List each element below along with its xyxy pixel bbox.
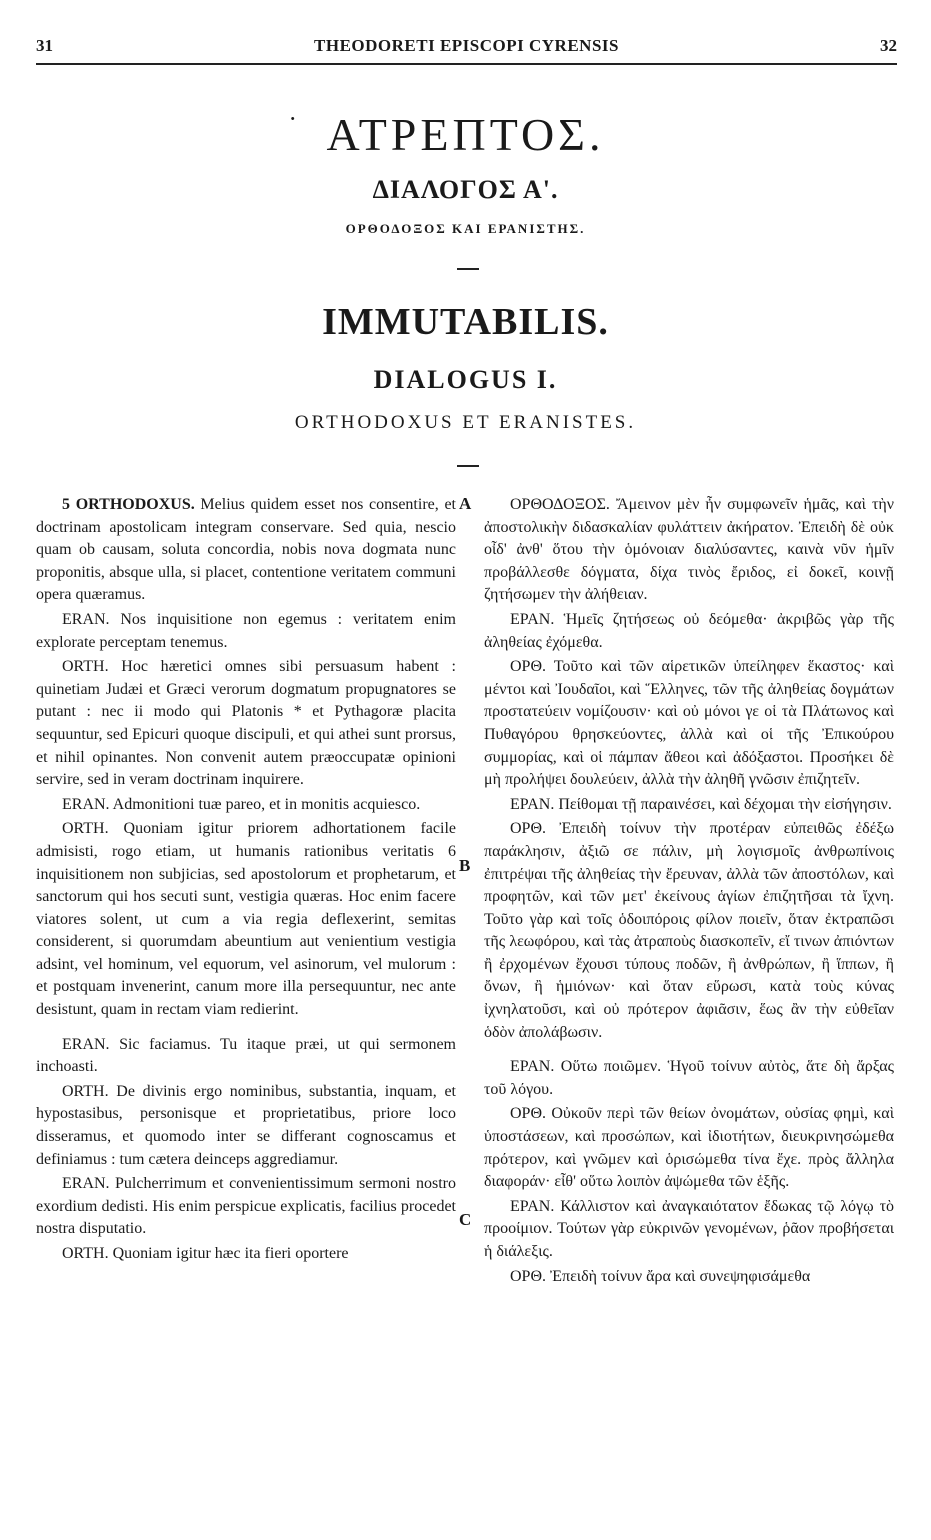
speaker-label: ORTH. <box>62 658 109 676</box>
page-number-right: 32 <box>880 36 897 55</box>
speaker-label: ΟΡΘ. <box>510 1105 547 1123</box>
latin-persons-heading: ORTHODOXUS ET ERANISTES. <box>294 412 637 433</box>
paragraph-text: Quoniam igitur priorem adhortationem facile admisisti, rogo etiam, ut humanis rationibus veritatis 6 inquisitionem non subjicias, sed apostolorum et prophetarum, et sanctorum qui hos secuti sunt, vestigia quæras. Hoc enim facere viatores solent, ut cum a via regia deflexerint, semitas considerent, si quorumdam abeuntium aut venientium vestigia adsint, vel hominum, vel equorum, vel asinorum, vel mulorum : et postquam invenerint, canum more illa persequuntur, nec ante desistunt, quam in rectam viam redierint. <box>36 820 456 1019</box>
greek-paragraph <box>484 494 894 607</box>
latin-column <box>36 494 456 1268</box>
speaker-label: ORTH. <box>62 1245 109 1262</box>
speaker-label: ΕΡΑΝ. <box>510 1197 555 1215</box>
speaker-label: ORTH. <box>62 1082 109 1100</box>
greek-persons-heading: ΟΡΘΟΔΟΞΟΣ ΚΑΙ ΕΡΑΝΙΣΤΗΣ. <box>345 221 586 236</box>
speaker-label: ΟΡΘ. <box>510 658 547 676</box>
running-title: THEODORETI EPISCOPI CYRENSIS <box>314 36 619 55</box>
paragraph-text: Admonitioni tuæ pareo, et in monitis acquiesco. <box>109 795 421 813</box>
paragraph-text: Nos inquisitione non egemus : veritatem enim explorate perceptam tenemus. <box>36 610 456 651</box>
paragraph-text: Sic faciamus. Tu itaque præi, ut qui sermonem inchoasti. <box>36 1035 456 1076</box>
greek-paragraph <box>484 1196 894 1264</box>
latin-paragraph <box>36 1034 456 1079</box>
margin-marker-c: C <box>459 1210 472 1229</box>
paragraph-text: Hoc hæretici omnes sibi persuasum habent : quinetiam Judæi et Græci verorum dogmatum propugnatores se putant : nec ii modo qui Platonis * et Pythagoræ placita sequuntur, sed Epicuri quoque discipuli, et qui athei sunt prorsus, et nihil opinantes. Non convenit autem præoccupatæ opinioni servire, sed in veram doctrinam inquirere. <box>36 658 456 789</box>
latin-paragraph <box>36 656 456 792</box>
greek-paragraph <box>484 609 894 654</box>
greek-column <box>484 494 894 1290</box>
speaker-label: 5 ORTHODOXUS. <box>62 496 195 513</box>
speaker-label: ΕΡΑΝ. <box>510 1058 555 1076</box>
greek-paragraph <box>484 1056 894 1101</box>
page-number-left: 31 <box>36 36 53 55</box>
latin-dialogue-heading: DIALOGUS I. <box>373 365 558 394</box>
latin-paragraph <box>36 794 456 817</box>
paragraph-text: Κάλλιστον καὶ ἀναγκαιότατον ἔδωκας τῷ λόγῳ τὸ προοίμιον. Τούτων γὰρ εὐκρινῶν γενομένων, ῥᾶον προβήσεται ἡ διάλεξις. <box>484 1197 894 1260</box>
latin-paragraph <box>36 818 456 1021</box>
speaker-label: ΟΡΘΟΔΟΞΟΣ. <box>510 496 610 513</box>
latin-paragraph <box>36 1081 456 1171</box>
section-dash <box>457 268 479 270</box>
paragraph-text: Ἐπειδὴ τοίνυν τὴν προτέραν εὐπειθῶς ἐδέξω παράκλησιν, ἀξιῶ σε πάλιν, μὴ λογισμοῖς ἀνθρωπίνοις ἐπιτρέψαι τῆς ἀληθείας τὴν ἔρευναν, ἀλλὰ τῶν ἀποστόλων, καὶ προφητῶν, καὶ τῶν μετ' ἐκείνους ἁγίων ἐπιζητῆσαι τὰ ἴχνη. Τοῦτο γὰρ καὶ τοῖς ὁδοιπόροις φίλον ποιεῖν, ὅταν ἐκτραπῶσι τῆς λεωφόρου, καὶ τὰς ἀτραποὺς διασκοπεῖν, εἴ τινων ἀπιόντων ἢ ἐρχομένων ἔχουσι τύπους ποδῶν, ἢ ἀνθρώπων, ἢ ἵππων, ἢ ὄνων, ἢ ἡμιόνων· καὶ ὅταν εὕρωσι, κατὰ τοὺς κύνας ἰχνηλατοῦσι, καὶ οὐ πρότερον ἀφιᾶσιν, ἕως ἂν τὴν εὐθεῖαν ὁδὸν ἀπολάβωσιν. <box>484 820 894 1041</box>
greek-title-block <box>0 108 931 161</box>
greek-paragraph <box>484 1266 894 1289</box>
paragraph-text: De divinis ergo nominibus, substantia, inquam, et hypostasibus, personisque et proprietatibus, priore loco disseramus, et quomodo inter se differant cognoscamus et definiamus : tum cætera deinceps aggrediamur. <box>36 1082 456 1168</box>
running-header <box>36 36 897 62</box>
speaker-label: ΕΡΑΝ. <box>510 795 555 813</box>
speaker-label: ERAN. <box>62 1035 110 1053</box>
latin-paragraph <box>36 494 456 607</box>
speaker-label: ORTH. <box>62 820 109 838</box>
ornament-dot: ˙ <box>288 112 302 143</box>
greek-dialogue-heading: ΔΙΑΛΟΓΟΣ Α'. <box>372 175 559 204</box>
margin-marker-b: B <box>459 856 471 875</box>
speaker-label: ERAN. <box>62 795 110 813</box>
speaker-label: ΟΡΘ. <box>510 1267 547 1285</box>
paragraph-text: Pulcherrimum et convenientissimum sermoni nostro exordium dedisti. His enim perspicue explicatis, facilius procedet nostra disputatio. <box>36 1175 456 1238</box>
paragraph-text: Τοῦτο καὶ τῶν αἱρετικῶν ὑπείληφεν ἕκαστος· καὶ μέντοι καὶ Ἰουδαῖοι, καὶ Ἕλληνες, τῶν τῆς ἀληθείας δογμάτων προστατεύειν νομίζουσιν· καὶ οὐ μόνοι γε οἱ τὰ Πλάτωνος καὶ Πυθαγόρου θρησκεύοντες, ἀλλὰ καὶ οἱ τῆς Ἐπικούρου συμμορίας, καὶ οἱ πάμπαν ἄθεοι καὶ ἀδόξαστοι. Προσήκει δὲ μὴ προλήψει δουλεύειν, ἀλλὰ τὴν ἀληθῆ γνῶσιν ἐπιζητεῖν. <box>484 658 894 789</box>
greek-paragraph <box>484 818 894 1044</box>
paragraph-text: Melius quidem esset nos consentire, et doctrinam apostolicam integram conservare. Sed quia, nescio quam ob causam, soluta concordia, nobis nova dogmata nunc proponitis, absque ulla, si placet, contentione veritatem communi opera quæramus. <box>36 496 456 604</box>
greek-paragraph <box>484 1103 894 1193</box>
paragraph-text: Πείθομαι τῇ παραινέσει, καὶ δέχομαι τὴν εἰσήγησιν. <box>554 795 892 813</box>
paragraph-text: Ἐπειδὴ τοίνυν ἄρα καὶ συνεψηφισάμεθα <box>546 1267 811 1285</box>
margin-marker-a: A <box>459 494 472 513</box>
paragraph-text: Quoniam igitur hæc ita fieri oportere <box>108 1245 349 1262</box>
section-dash <box>457 465 479 467</box>
speaker-label: ERAN. <box>62 1175 110 1193</box>
greek-paragraph <box>484 656 894 792</box>
latin-paragraph <box>36 609 456 654</box>
speaker-label: ΟΡΘ. <box>510 820 547 838</box>
paragraph-text: Ἡμεῖς ζητήσεως οὐ δεόμεθα· ἀκριβῶς γὰρ τῆς ἀληθείας ἐχόμεθα. <box>484 610 894 651</box>
paragraph-text: Ἄμεινον μὲν ἦν συμφωνεῖν ἡμᾶς, καὶ τὴν ἀποστολικὴν διδασκαλίαν φυλάττειν ἀκήρατον. Ἐπειδὴ δὲ οὐκ οἶδ' ἀνθ' ὅτου τὴν ὁμόνοιαν διαλύσαντες, καινὰ νῦν ἡμῖν προβάλλεσθε δόγματα, δίχα τινὸς ἔριδος, εἰ δοκεῖ, κοινῇ ζητήσωμεν τὴν ἀλήθειαν. <box>484 496 894 604</box>
latin-paragraph <box>36 1173 456 1241</box>
paragraph-text: Οὕτω ποιῶμεν. Ἡγοῦ τοίνυν αὐτὸς, ἅτε δὴ ἄρξας τοῦ λόγου. <box>484 1058 894 1098</box>
speaker-label: ERAN. <box>62 610 110 628</box>
greek-paragraph <box>484 794 894 817</box>
latin-title: IMMUTABILIS. <box>322 301 609 343</box>
greek-title: ΑΤΡΕΠΤΟΣ. <box>326 109 605 160</box>
header-rule <box>36 63 897 65</box>
speaker-label: ΕΡΑΝ. <box>510 610 555 628</box>
latin-paragraph <box>36 1243 456 1266</box>
paragraph-text: Οὐκοῦν περὶ τῶν θείων ὀνομάτων, οὐσίας φημὶ, καὶ ὑποστάσεων, καὶ προσώπων, καὶ ἰδιοτήτων, διευκρινησώμεθα πρότερον, καὶ γνῶμεν καὶ ὁρισώμεθα τίνα ἔχε. πρὸς ἄλληλα διαφοράν· εἶθ' οὕτω λοιπὸν ἀψώμεθα τῶν ἑξῆς. <box>484 1105 894 1191</box>
